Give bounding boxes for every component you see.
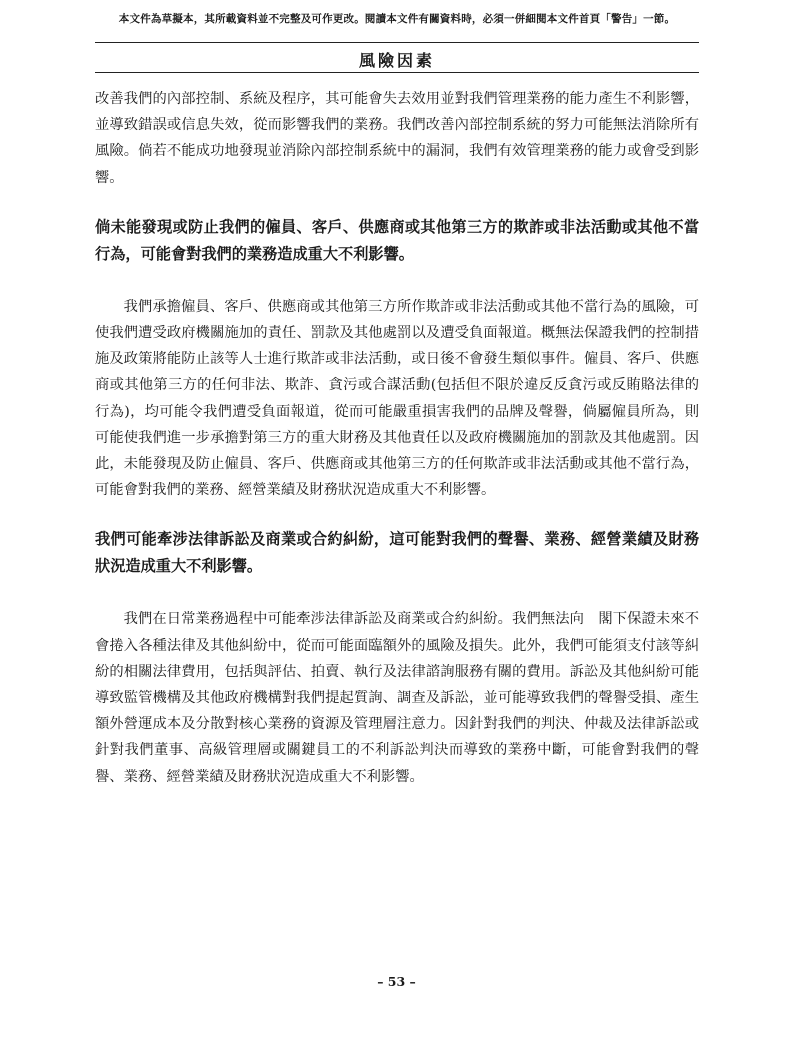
risk-body-litigation: 我們在日常業務過程中可能牽涉法律訴訟及商業或合約糾紛。我們無法向 閣下保證未來不會捲入各種法律及其他糾紛中，從而可能面臨額外的風險及損失。此外，我們可能須支付該等糾紛的相關法律費用，包括與評估、拍賣、執行及法律諮詢服務有關的費用。訴訟及其他糾紛可能導致監管機構及其他政府機構對我們提起質詢、調查及訴訟，並可能導致我們的聲譽受損、產生額外營運成本及分散對核心業務的資源及管理層注意力。因針對我們的判決、仲裁及法律訴訟或針對我們董事、高級管理層或關鍵員工的不利訴訟判決而導致的業務中斷，可能會對我們的聲譽、業務、經營業績及財務狀況造成重大不利影響。 xyxy=(95,611,699,785)
risk-body-fraud: 我們承擔僱員、客戶、供應商或其他第三方所作欺詐或非法活動或其他不當行為的風險，可使我們遭受政府機關施加的責任、罰款及其他處罰以及遭受負面報道。概無法保證我們的控制措施及政策將能防止該等人士進行欺詐或非法活動，或日後不會發生類似事件。僱員、客戶、供應商或其他第三方的任何非法、欺詐、貪污或合謀活動(包括但不限於違反反貪污或反賄賂法律的行為)，均可能令我們遭受負面報道，從而可能嚴重損害我們的品牌及聲譽，倘屬僱員所為，則可能使我們進一步承擔對第三方的重大財務及其他責任以及政府機關施加的罰款及其他處罰。因此，未能發現及防止僱員、客戶、供應商或其他第三方的任何欺詐或非法活動或其他不當行為，可能會對我們的業務、經營業績及財務狀況造成重大不利影響。 xyxy=(95,298,699,499)
intro-paragraph: 改善我們的內部控制、系統及程序，其可能會失去效用並對我們管理業務的能力產生不利影響，並導致錯誤或信息失效，從而影響我們的業務。我們改善內部控制系統的努力可能無法消除所有風險。倘若不能成功地發現並消除內部控制系統中的漏洞，我們有效管理業務的能力或會受到影響。 xyxy=(95,91,699,186)
risk-heading-fraud: 倘未能發現或防止我們的僱員、客戶、供應商或其他第三方的欺詐或非法活動或其他不當行為，可能會對我們的業務造成重大不利影響。 xyxy=(95,217,699,263)
page-number: – 53 – xyxy=(377,974,416,989)
header-divider xyxy=(95,42,699,43)
risk-heading-litigation: 我們可能牽涉法律訴訟及商業或合約糾紛，這可能對我們的聲譽、業務、經營業績及財務狀況造成重大不利影響。 xyxy=(95,530,699,576)
title-divider xyxy=(95,72,699,73)
section-title: 風險因素 xyxy=(358,51,435,70)
draft-warning-banner: 本文件為草擬本，其所載資料並不完整及可作更改。閱讀本文件有關資料時，必須一併細閱本文件首頁「警告」一節。 xyxy=(118,13,676,25)
page-body xyxy=(95,86,699,790)
